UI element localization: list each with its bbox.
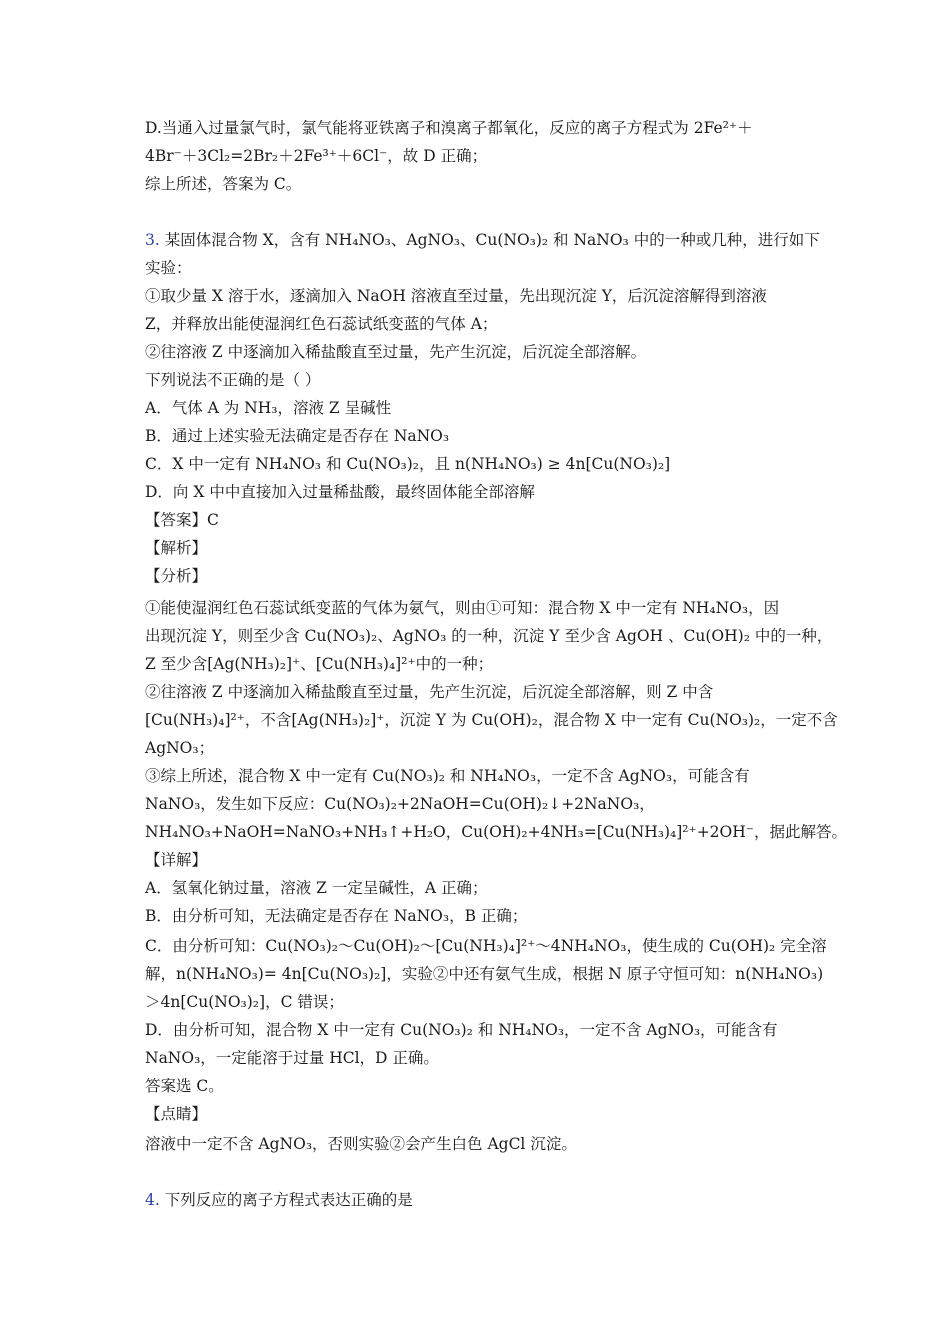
- text-line: NaNO₃，一定能溶于过量 HCl，D 正确。: [145, 1049, 439, 1067]
- text-line: Z，并释放出能使湿润红色石蕊试纸变蓝的气体 A；: [145, 315, 498, 333]
- text-line: 综上所述，答案为 C。: [145, 175, 302, 193]
- text-line: NaNO₃，发生如下反应：Cu(NO₃)₂+2NaOH=Cu(OH)₂↓+2NaNO₃，: [145, 795, 655, 813]
- text-line: D.当通入过量氯气时，氯气能将亚铁离子和溴离子都氧化，反应的离子方程式为 2Fe²⁺＋: [145, 119, 753, 137]
- text-line: C．由分析可知：Cu(NO₃)₂～Cu(OH)₂～[Cu(NH₃)₄]²⁺～4NH₄NO₃，使生成的 Cu(OH)₂ 完全溶: [145, 937, 827, 955]
- text-line: [Cu(NH₃)₄]²⁺，不含[Ag(NH₃)₂]⁺，沉淀 Y 为 Cu(OH)₂，混合物 X 中一定有 Cu(NO₃)₂，一定不含: [145, 711, 838, 729]
- text-line: 4Br⁻＋3Cl₂=2Br₂＋2Fe³⁺＋6Cl⁻，故 D 正确；: [145, 147, 488, 165]
- option-a: A．气体 A 为 NH₃，溶液 Z 呈碱性: [145, 399, 392, 417]
- option-d: D．向 X 中中直接加入过量稀盐酸，最终固体能全部溶解: [145, 483, 535, 501]
- text-line: 溶液中一定不含 AgNO₃，否则实验②会产生白色 AgCl 沉淀。: [145, 1135, 577, 1153]
- section-heading: 【分析】: [145, 567, 208, 585]
- question-number: 4.: [145, 1191, 160, 1209]
- text-line: ②往溶液 Z 中逐滴加入稀盐酸直至过量，先产生沉淀，后沉淀全部溶解。: [145, 343, 647, 361]
- text-line: ②往溶液 Z 中逐滴加入稀盐酸直至过量，先产生沉淀，后沉淀全部溶解，则 Z 中含: [145, 683, 714, 701]
- section-heading: 【详解】: [145, 851, 208, 869]
- text-line: ①取少量 X 溶于水，逐滴加入 NaOH 溶液直至过量，先出现沉淀 Y，后沉淀溶解得到溶液: [145, 287, 767, 305]
- text-line: 解，n(NH₄NO₃)= 4n[Cu(NO₃)₂]，实验②中还有氨气生成，根据 N 原子守恒可知：n(NH₄NO₃): [145, 965, 824, 983]
- text-line: Z 至少含[Ag(NH₃)₂]⁺、[Cu(NH₃)₄]²⁺中的一种；: [145, 655, 494, 673]
- answer-label: 【答案】C: [145, 511, 219, 529]
- text-line: NH₄NO₃+NaOH=NaNO₃+NH₃↑+H₂O，Cu(OH)₂+4NH₃=[Cu(NH₃)₄]²⁺+2OH⁻，据此解答。: [145, 823, 847, 841]
- text-line: B．由分析可知，无法确定是否存在 NaNO₃，B 正确；: [145, 907, 528, 925]
- option-c: C．X 中一定有 NH₄NO₃ 和 Cu(NO₃)₂，且 n(NH₄NO₃) ≥ 4n[Cu(NO₃)₂]: [145, 455, 671, 473]
- text-line: AgNO₃；: [145, 739, 215, 757]
- question-4-stem: 4. 下列反应的离子方程式表达正确的是: [145, 1191, 413, 1209]
- text-line: 出现沉淀 Y，则至少含 Cu(NO₃)₂、AgNO₃ 的一种，沉淀 Y 至少含 AgOH 、Cu(OH)₂ 中的一种，: [145, 627, 833, 645]
- text-line: A．氢氧化钠过量，溶液 Z 一定呈碱性，A 正确；: [145, 879, 488, 897]
- text-line: ①能使湿润红色石蕊试纸变蓝的气体为氨气，则由①可知：混合物 X 中一定有 NH₄NO₃，因: [145, 599, 780, 617]
- question-number: 3.: [145, 231, 160, 249]
- text-line: ＞4n[Cu(NO₃)₂]，C 错误；: [145, 993, 344, 1011]
- text-line: ③综上所述，混合物 X 中一定有 Cu(NO₃)₂ 和 NH₄NO₃，一定不含 AgNO₃，可能含有: [145, 767, 750, 785]
- question-prompt: 下列说法不正确的是（ ）: [145, 371, 321, 389]
- question-3-stem: 3. 某固体混合物 X，含有 NH₄NO₃、AgNO₃、Cu(NO₃)₂ 和 NaNO₃ 中的一种或几种，进行如下: [145, 231, 820, 249]
- text-line: D．由分析可知，混合物 X 中一定有 Cu(NO₃)₂ 和 NH₄NO₃，一定不含 AgNO₃，可能含有: [145, 1021, 778, 1039]
- text-line: 答案选 C。: [145, 1077, 224, 1095]
- option-b: B．通过上述实验无法确定是否存在 NaNO₃: [145, 427, 450, 445]
- section-heading: 【解析】: [145, 539, 208, 557]
- text-line: 实验：: [145, 259, 192, 277]
- section-heading: 【点睛】: [145, 1105, 208, 1123]
